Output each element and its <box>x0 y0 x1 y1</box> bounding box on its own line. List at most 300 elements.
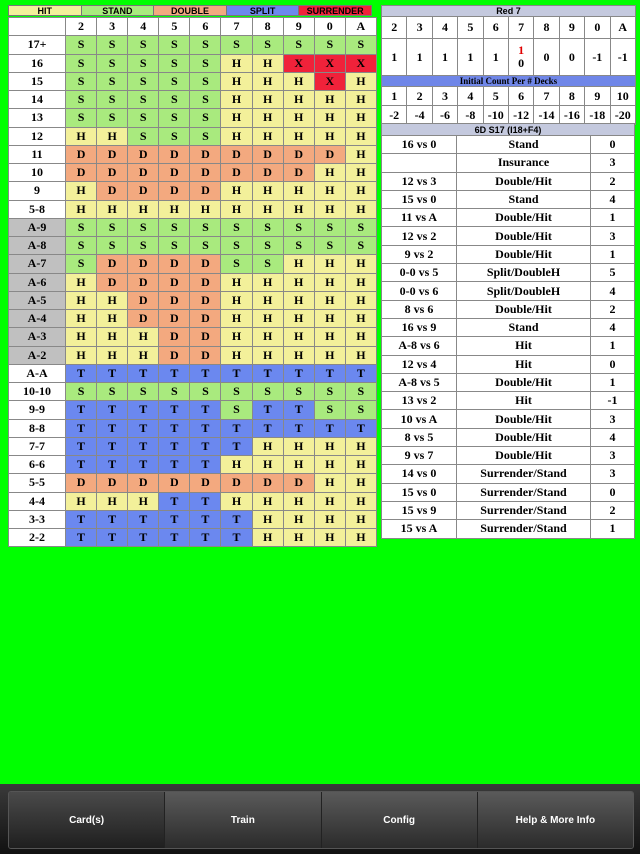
deck-count-header: 2 <box>407 87 432 106</box>
index-value: 3 <box>591 154 635 172</box>
action-cell: T <box>159 492 190 510</box>
index-value: 4 <box>591 190 635 208</box>
player-hand-label: A-6 <box>9 273 66 291</box>
basic-strategy-table <box>8 17 377 547</box>
index-hand: A-8 vs 5 <box>382 373 457 391</box>
strategy-row <box>9 91 377 109</box>
tab-train[interactable]: Train <box>165 792 321 848</box>
index-row <box>382 227 635 245</box>
dealer-card-header: 8 <box>252 18 283 36</box>
dealer-card-header: 4 <box>128 18 159 36</box>
legend-surrender: SURRENDER <box>299 6 371 15</box>
action-cell: S <box>159 237 190 255</box>
player-hand-label: 3-3 <box>9 510 66 528</box>
index-value: 4 <box>591 428 635 446</box>
player-hand-label: A-5 <box>9 291 66 309</box>
index-play: Surrender/Stand <box>457 483 591 501</box>
index-plays-table <box>381 123 635 539</box>
action-cell: H <box>345 127 376 145</box>
action-cell: D <box>314 145 345 163</box>
strategy-row <box>9 510 377 528</box>
action-cell: D <box>159 255 190 273</box>
action-cell: H <box>66 127 97 145</box>
action-cell: S <box>345 237 376 255</box>
deck-count-header: 7 <box>534 87 559 106</box>
action-cell: H <box>283 255 314 273</box>
index-value: 3 <box>591 410 635 428</box>
action-cell: D <box>221 145 252 163</box>
initial-count-value: -18 <box>585 106 610 125</box>
index-hand: 0-0 vs 5 <box>382 264 457 282</box>
red7-title: Red 7 <box>382 6 636 17</box>
action-cell: H <box>252 273 283 291</box>
index-hand: 8 vs 6 <box>382 300 457 318</box>
action-cell: T <box>66 437 97 455</box>
action-cell: H <box>345 510 376 528</box>
index-hand: 12 vs 3 <box>382 172 457 190</box>
index-hand: 14 vs 0 <box>382 465 457 483</box>
action-cell: H <box>252 492 283 510</box>
action-cell: T <box>283 364 314 382</box>
action-cell: S <box>314 383 345 401</box>
action-cell: H <box>314 310 345 328</box>
action-cell: H <box>345 145 376 163</box>
deck-count-header: 9 <box>585 87 610 106</box>
player-hand-label: A-A <box>9 364 66 382</box>
action-cell: T <box>159 401 190 419</box>
deck-count-header: 8 <box>559 87 584 106</box>
player-hand-label: 8-8 <box>9 419 66 437</box>
strategy-row <box>9 364 377 382</box>
player-hand-label: A-3 <box>9 328 66 346</box>
action-cell: H <box>283 510 314 528</box>
action-cell: H <box>252 310 283 328</box>
player-hand-label: 11 <box>9 145 66 163</box>
deck-count-header: 10 <box>610 87 635 106</box>
action-cell: T <box>97 401 128 419</box>
index-play: Double/Hit <box>457 172 591 190</box>
index-row <box>382 136 635 154</box>
index-hand: 16 vs 0 <box>382 136 457 154</box>
action-cell: T <box>97 456 128 474</box>
action-cell: S <box>221 218 252 236</box>
action-cell: T <box>128 419 159 437</box>
action-cell: S <box>97 36 128 54</box>
deck-count-header: 5 <box>483 87 508 106</box>
index-play: Double/Hit <box>457 209 591 227</box>
action-cell: H <box>190 200 221 218</box>
strategy-row <box>9 127 377 145</box>
action-cell: H <box>345 273 376 291</box>
action-cell: H <box>314 437 345 455</box>
action-cell: S <box>221 401 252 419</box>
action-cell: T <box>159 364 190 382</box>
action-cell: T <box>314 419 345 437</box>
action-cell: S <box>252 383 283 401</box>
red7-count-value: 0 <box>559 39 584 76</box>
action-cell: T <box>190 401 221 419</box>
action-cell: T <box>221 437 252 455</box>
action-cell: T <box>97 419 128 437</box>
red7-count-value: 1 <box>407 39 432 76</box>
action-cell: D <box>159 145 190 163</box>
index-row <box>382 318 635 336</box>
action-cell: H <box>345 492 376 510</box>
action-cell: T <box>190 419 221 437</box>
action-cell: H <box>66 200 97 218</box>
action-cell: H <box>66 346 97 364</box>
action-cell: S <box>283 383 314 401</box>
action-cell: S <box>128 237 159 255</box>
red7-count-value: 1 <box>382 39 407 76</box>
action-cell: S <box>128 383 159 401</box>
index-hand: 11 vs A <box>382 209 457 227</box>
action-cell: H <box>345 255 376 273</box>
action-cell: H <box>314 273 345 291</box>
index-play: Hit <box>457 355 591 373</box>
action-cell: S <box>97 383 128 401</box>
player-hand-label: 7-7 <box>9 437 66 455</box>
red7-card-header: 2 <box>382 17 407 39</box>
action-cell: T <box>345 419 376 437</box>
action-cell: S <box>97 218 128 236</box>
legend-double: DOUBLE <box>154 6 227 15</box>
action-cell: S <box>190 237 221 255</box>
action-cell: S <box>159 127 190 145</box>
action-cell: S <box>66 91 97 109</box>
action-cell: T <box>159 510 190 528</box>
action-cell: T <box>190 529 221 547</box>
index-play: Stand <box>457 190 591 208</box>
action-cell: S <box>252 36 283 54</box>
action-cell: H <box>345 328 376 346</box>
red7-count-value: 1 <box>432 39 457 76</box>
action-cell: S <box>190 91 221 109</box>
action-cell: X <box>314 54 345 72</box>
action-cell: T <box>345 364 376 382</box>
action-cell: T <box>314 364 345 382</box>
initial-count-value: -20 <box>610 106 635 125</box>
action-cell: T <box>97 529 128 547</box>
action-cell: H <box>314 91 345 109</box>
strategy-row <box>9 456 377 474</box>
action-cell: S <box>66 237 97 255</box>
dealer-card-header: 5 <box>159 18 190 36</box>
index-row <box>382 483 635 501</box>
player-hand-label: A-8 <box>9 237 66 255</box>
action-cell: H <box>283 200 314 218</box>
index-hand: 15 vs 0 <box>382 483 457 501</box>
action-cell: T <box>159 437 190 455</box>
action-cell: D <box>128 474 159 492</box>
action-cell: S <box>314 36 345 54</box>
red7-card-header: 6 <box>483 17 508 39</box>
action-cell: S <box>314 237 345 255</box>
action-cell: H <box>283 91 314 109</box>
action-cell: T <box>221 364 252 382</box>
action-cell: S <box>283 218 314 236</box>
index-row <box>382 190 635 208</box>
player-hand-label: 4-4 <box>9 492 66 510</box>
strategy-row <box>9 401 377 419</box>
strategy-row <box>9 419 377 437</box>
action-cell: H <box>221 328 252 346</box>
strategy-row <box>9 72 377 90</box>
action-cell: H <box>314 255 345 273</box>
action-cell: D <box>190 145 221 163</box>
strategy-row <box>9 291 377 309</box>
action-cell: T <box>159 529 190 547</box>
red7-count-value: 0 <box>534 39 559 76</box>
dealer-card-header: 9 <box>283 18 314 36</box>
action-cell: S <box>252 218 283 236</box>
action-cell: H <box>66 328 97 346</box>
action-cell: X <box>345 54 376 72</box>
action-cell: H <box>128 200 159 218</box>
index-row <box>382 264 635 282</box>
index-value: 3 <box>591 227 635 245</box>
action-cell: T <box>97 437 128 455</box>
strategy-row <box>9 346 377 364</box>
action-cell: H <box>314 182 345 200</box>
action-cell: S <box>66 255 97 273</box>
action-cell: H <box>221 346 252 364</box>
index-row <box>382 245 635 263</box>
action-cell: D <box>283 145 314 163</box>
index-hand: 12 vs 2 <box>382 227 457 245</box>
initial-count-value: -2 <box>382 106 407 125</box>
action-cell: H <box>252 127 283 145</box>
index-row <box>382 337 635 355</box>
action-cell: T <box>252 364 283 382</box>
action-cell: T <box>66 364 97 382</box>
player-hand-label: 6-6 <box>9 456 66 474</box>
action-cell: S <box>252 237 283 255</box>
action-cell: S <box>345 218 376 236</box>
action-cell: H <box>252 200 283 218</box>
red7-count-value: -1 <box>585 39 610 76</box>
index-row <box>382 501 635 519</box>
action-cell: D <box>190 255 221 273</box>
action-cell: T <box>66 401 97 419</box>
index-row <box>382 154 635 172</box>
index-row <box>382 520 635 538</box>
action-cell: H <box>283 273 314 291</box>
action-cell: H <box>221 127 252 145</box>
index-play: Split/DoubleH <box>457 264 591 282</box>
index-value: 5 <box>591 264 635 282</box>
action-cell: H <box>97 310 128 328</box>
action-cell: H <box>66 291 97 309</box>
action-cell: T <box>128 510 159 528</box>
action-cell: D <box>128 182 159 200</box>
action-cell: T <box>190 456 221 474</box>
action-cell: T <box>128 437 159 455</box>
action-cell: D <box>66 145 97 163</box>
action-cell: H <box>283 346 314 364</box>
action-cell: H <box>97 291 128 309</box>
strategy-row <box>9 255 377 273</box>
action-cell: H <box>345 109 376 127</box>
strategy-row <box>9 218 377 236</box>
deck-count-header: 3 <box>432 87 457 106</box>
index-hand: 12 vs 4 <box>382 355 457 373</box>
strategy-row <box>9 310 377 328</box>
action-cell: H <box>345 200 376 218</box>
player-hand-label: 10-10 <box>9 383 66 401</box>
action-cell: H <box>128 346 159 364</box>
action-cell: S <box>66 72 97 90</box>
action-cell: H <box>221 273 252 291</box>
index-play: Stand <box>457 318 591 336</box>
red7-seven-value <box>508 39 533 76</box>
initial-count-value: -8 <box>458 106 483 125</box>
action-legend <box>8 5 372 16</box>
action-cell: T <box>128 401 159 419</box>
action-cell: S <box>66 383 97 401</box>
action-cell: D <box>190 291 221 309</box>
action-cell: D <box>283 164 314 182</box>
index-row <box>382 392 635 410</box>
action-cell: T <box>128 364 159 382</box>
action-cell: S <box>221 383 252 401</box>
action-cell: D <box>221 164 252 182</box>
player-hand-label: 5-5 <box>9 474 66 492</box>
action-cell: D <box>97 255 128 273</box>
action-cell: T <box>66 529 97 547</box>
action-cell: S <box>221 237 252 255</box>
index-hand: 10 vs A <box>382 410 457 428</box>
action-cell: D <box>159 273 190 291</box>
action-cell: H <box>252 54 283 72</box>
tab-config[interactable]: Config <box>322 792 478 848</box>
red7-count-table <box>381 5 636 125</box>
action-cell: S <box>190 218 221 236</box>
action-cell: S <box>66 36 97 54</box>
action-cell: H <box>252 182 283 200</box>
action-cell: H <box>97 492 128 510</box>
initial-count-title: Initial Count Per # Decks <box>382 76 636 87</box>
player-hand-label: 9 <box>9 182 66 200</box>
action-cell: S <box>128 91 159 109</box>
action-cell: T <box>66 510 97 528</box>
action-cell: S <box>128 109 159 127</box>
index-table-title: 6D S17 (I18+F4) <box>382 124 635 136</box>
red7-count-value: -1 <box>610 39 635 76</box>
action-cell: S <box>159 91 190 109</box>
action-cell: H <box>221 182 252 200</box>
red7-card-header: 0 <box>585 17 610 39</box>
action-cell: H <box>283 182 314 200</box>
action-cell: T <box>221 529 252 547</box>
action-cell: H <box>314 328 345 346</box>
index-row <box>382 373 635 391</box>
red7-count-value: 1 <box>458 39 483 76</box>
player-hand-label: 9-9 <box>9 401 66 419</box>
action-cell: S <box>345 383 376 401</box>
action-cell: H <box>345 310 376 328</box>
action-cell: S <box>97 91 128 109</box>
action-cell: T <box>252 401 283 419</box>
tab-cards[interactable]: Card(s) <box>9 792 165 848</box>
strategy-row <box>9 54 377 72</box>
action-cell: H <box>345 437 376 455</box>
action-cell: H <box>221 310 252 328</box>
action-cell: S <box>221 255 252 273</box>
action-cell: H <box>66 182 97 200</box>
index-value: 2 <box>591 172 635 190</box>
action-cell: H <box>66 492 97 510</box>
dealer-card-header: 6 <box>190 18 221 36</box>
action-cell: S <box>314 218 345 236</box>
red7-card-header: 7 <box>508 17 533 39</box>
action-cell: T <box>159 456 190 474</box>
action-cell: D <box>128 273 159 291</box>
index-row <box>382 447 635 465</box>
black-seven-count: 0 <box>518 56 525 70</box>
action-cell: D <box>190 310 221 328</box>
index-play: Surrender/Stand <box>457 520 591 538</box>
action-cell: S <box>66 54 97 72</box>
corner-cell <box>9 18 66 36</box>
action-cell: S <box>159 36 190 54</box>
action-cell: D <box>159 182 190 200</box>
action-cell: D <box>159 164 190 182</box>
action-cell: H <box>252 328 283 346</box>
action-cell: S <box>159 54 190 72</box>
action-cell: H <box>345 91 376 109</box>
index-value: 0 <box>591 136 635 154</box>
strategy-row <box>9 437 377 455</box>
action-cell: H <box>314 529 345 547</box>
dealer-card-header: 2 <box>66 18 97 36</box>
action-cell: D <box>97 145 128 163</box>
player-hand-label: 13 <box>9 109 66 127</box>
action-cell: H <box>314 127 345 145</box>
action-cell: H <box>159 200 190 218</box>
index-hand: 13 vs 2 <box>382 392 457 410</box>
action-cell: D <box>66 474 97 492</box>
action-cell: T <box>97 510 128 528</box>
action-cell: H <box>97 127 128 145</box>
action-cell: D <box>190 182 221 200</box>
tab-help[interactable]: Help & More Info <box>478 792 633 848</box>
action-cell: H <box>252 109 283 127</box>
strategy-row <box>9 383 377 401</box>
index-play: Double/Hit <box>457 227 591 245</box>
action-cell: T <box>252 419 283 437</box>
action-cell: S <box>159 383 190 401</box>
action-cell: T <box>283 419 314 437</box>
action-cell: S <box>190 72 221 90</box>
action-cell: H <box>314 346 345 364</box>
strategy-row <box>9 145 377 163</box>
action-cell: H <box>66 310 97 328</box>
action-cell: H <box>221 109 252 127</box>
action-cell: D <box>190 273 221 291</box>
action-cell: H <box>252 529 283 547</box>
action-cell: S <box>97 109 128 127</box>
action-cell: T <box>283 401 314 419</box>
initial-count-value: -14 <box>534 106 559 125</box>
strategy-row <box>9 529 377 547</box>
action-cell: S <box>97 54 128 72</box>
index-play: Insurance <box>457 154 591 172</box>
index-value: 4 <box>591 318 635 336</box>
index-play: Hit <box>457 337 591 355</box>
strategy-row <box>9 164 377 182</box>
player-hand-label: 2-2 <box>9 529 66 547</box>
